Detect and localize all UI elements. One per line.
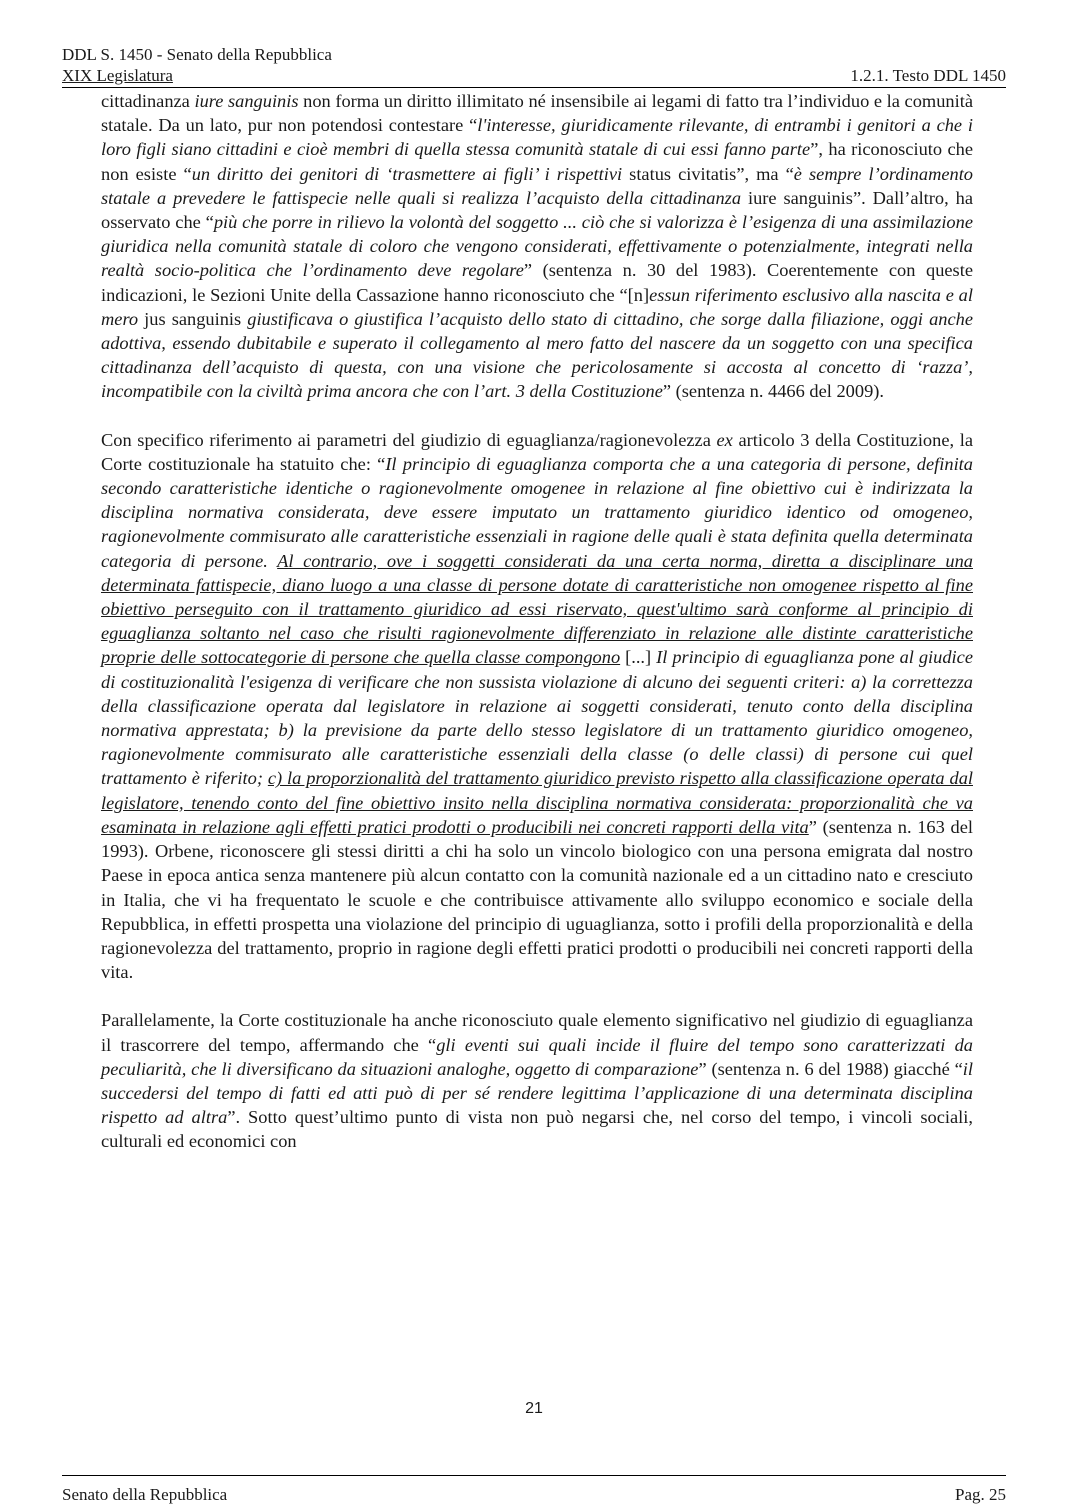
quote-run: più che porre in rilievo la volontà del soggetto ... ciò che si valorizza è l’esigenza di una assimilazione giuridica nella comunità statale di coloro che vengono considerati, effettivamente o potenzialmente, integrati nella realtà socio-politica che l’ordinamento deve regolare bbox=[101, 212, 973, 281]
page-number: 21 bbox=[525, 1400, 543, 1417]
text-run: ”, ma “ bbox=[736, 163, 794, 184]
text-run: status civitatis bbox=[622, 163, 737, 184]
quote-run: essun riferimento esclusivo alla nascita e al mero bbox=[101, 284, 973, 329]
quote-run: un diritto dei genitori di ‘trasmettere ai figli’ i rispettivi bbox=[191, 163, 623, 184]
footer-page-label: Pag. 25 bbox=[955, 1485, 1006, 1504]
quote-run: giustificava o giustifica l’acquisto dello stato di cittadino, che sorge dalla filiazione, oggi anche adottiva, essendo dubitabile e superato il collegamento al mero fatto del nascere da un soggetto con una specifica cittadinanza dell’acquisto di questa, con una visione che pericolosamente si accosta al concetto di ‘razza’, incompatibile con la civiltà prima ancora che con l’art. 3 della Costituzione bbox=[101, 308, 974, 402]
text-run: Parallelamente, la Corte costituzionale ha anche riconosciuto quale elemento significativo nel giudizio di eguaglianza il trascorrere del tempo, affermando che “ bbox=[101, 1010, 973, 1055]
quote-run: l'interesse, giuridicamente rilevante, di entrambi i genitori a che i loro figli siano cittadini e cioè membri di quella stessa comunità statale di cui essi fanno parte bbox=[101, 115, 973, 160]
paragraph-1 bbox=[101, 89, 973, 404]
text-run: cittadinanza bbox=[101, 91, 195, 111]
text-run: ” (sentenza n. 30 del 1983). Coerentemente con queste indicazioni, le Sezioni Unite della Cassazione hanno riconosciuto che “[n] bbox=[101, 260, 973, 305]
footer-publisher: Senato della Repubblica bbox=[62, 1485, 228, 1504]
header-row bbox=[62, 65, 1006, 88]
legislature-label: XIX Legislatura bbox=[62, 66, 173, 85]
italic-run: ex bbox=[716, 429, 733, 450]
paragraph-3 bbox=[101, 1008, 973, 1153]
quote-run: è sempre l’ordinamento statale a prevedere le fattispecie nelle quali si realizza l’acquisto della cittadinanza bbox=[101, 163, 974, 208]
quote-run: Il principio di eguaglianza comporta che a una categoria di persone, definita secondo caratteristiche identiche o ragionevolmente omogenee in relazione al fine obiettivo cui è indirizzata la disciplina normativa considerata, deve essere imputato un trattamento giuridico identico od omogeneo, ragionevolmente commisurato alle caratteristiche essenziali in ragione delle quali è stata definita quella determinata categoria di persone. bbox=[101, 453, 973, 571]
text-run: ” (sentenza n. 4466 del 2009). bbox=[662, 381, 884, 402]
text-run: jus sanguinis bbox=[138, 308, 248, 329]
text-run: Con specifico riferimento ai parametri del giudizio di eguaglianza/ragionevolezza bbox=[101, 429, 717, 450]
text-run: iure sanguinis”. Dall’altro, ha osservato che “ bbox=[101, 187, 973, 233]
section-label: 1.2.1. Testo DDL 1450 bbox=[850, 66, 1006, 85]
text-run: ”, ha riconosciuto che non esiste “ bbox=[101, 139, 974, 184]
quote-run: Il principio di eguaglianza pone al giudice di costituzionalità l'esigenza di verificare che non sussista violazione di alcuno dei seguenti criteri: a) la correttezza della classificazione operata dal legislatore in relazione ai soggetti considerati, tenuto conto della disciplina normativa apprestata; b) la previsione da parte dello stesso legislatore di un trattamento giuridico omogeneo, ragionevolmente commisurato alle caratteristiche essenziali della classe (o delle classi) di persone cui quel trattamento è riferito; bbox=[101, 647, 973, 789]
quote-run: il succedersi del tempo di fatti ed atti può di per sé rendere legittima l’applicazione di una determinata disciplina rispetto ad altra bbox=[101, 1058, 974, 1128]
underlined-quote-run: c) la proporzionalità del trattamento giuridico previsto rispetto alla classificazione operata dal legislatore, tenendo conto del fine obiettivo insito nella disciplina normativa considerata: proporzionalità che va esaminata in relazione agli effetti pratici prodotti o producibili nei concreti rapporti della vita bbox=[101, 768, 973, 837]
text-run: non forma un diritto illimitato né insensibile ai legami di fatto tra l’individuo e la comunità statale. Da un lato, pur non potendosi contestare “ bbox=[101, 91, 973, 136]
text-run: ” (sentenza n. 163 del 1993). Orbene, riconoscere gli stessi diritti a chi ha solo un vincolo biologico con una persona emigrata dal nostro Paese in epoca antica senza mantenere più alcun contatto con la comunità nazionale ed a un cittadino nato e cresciuto in Italia, che vi ha frequentato le scuole e che contribuisce attivamente allo sviluppo economico e sociale della Repubblica, in effetti prospetta una violazione del principio di uguaglianza, sotto i profili della proporzionalità e della ragionevolezza del trattamento, proprio in ragione degli effetti pratici prodotti o producibili nei concreti rapporti della vita. bbox=[101, 816, 973, 983]
text-run: [...] bbox=[620, 647, 657, 668]
quote-run: gli eventi sui quali incide il fluire del tempo sono caratterizzati da peculiarità, che li diversificano da situazioni analoghe, oggetto di comparazione bbox=[101, 1034, 973, 1079]
footer bbox=[62, 1475, 1006, 1504]
text-run: ” (sentenza n. 6 del 1988) giacché “ bbox=[698, 1058, 963, 1079]
page-body bbox=[101, 89, 973, 1154]
underlined-quote-run: Al contrario, ove i soggetti considerati da una certa norma, diretta a disciplinare una determinata fattispecie, diano luogo a una classe di persone dotate di caratteristiche non omogenee rispetto al fine obiettivo perseguito con il trattamento giuridico ad essi riservato, quest'ultimo sarà conforme al principio di eguaglianza soltanto nel caso che risulti ragionevolmente differenziato in relazione alle distinte caratteristiche proprie delle sottocategorie di persone che quella classe compongono bbox=[101, 550, 973, 668]
text-run: articolo 3 della Costituzione, la Corte costituzionale ha statuito che: “ bbox=[101, 429, 973, 474]
text-run: ”. Sotto quest’ultimo punto di vista non può negarsi che, nel corso del tempo, i vincoli sociali, culturali ed economici con bbox=[101, 1107, 973, 1152]
italic-run: iure sanguinis bbox=[194, 91, 299, 111]
document-title: DDL S. 1450 - Senato della Repubblica bbox=[62, 45, 332, 64]
paragraph-2 bbox=[101, 428, 973, 985]
